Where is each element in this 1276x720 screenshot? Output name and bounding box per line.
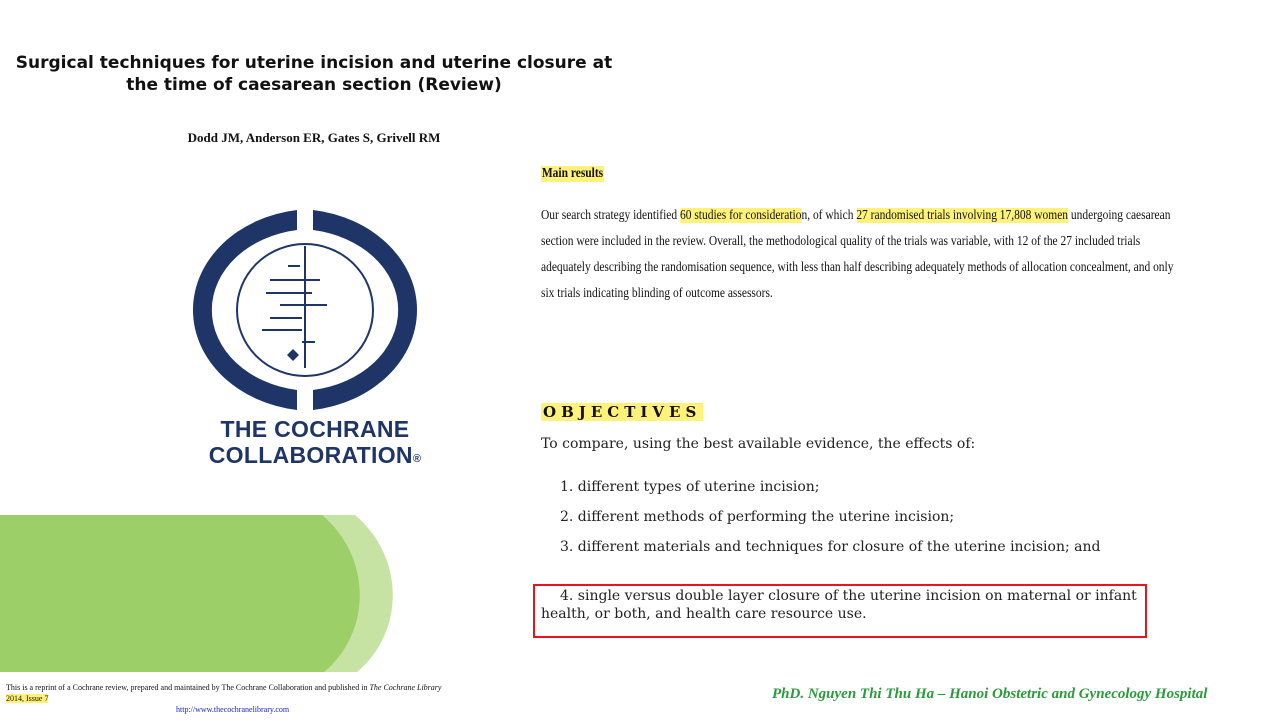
highlight-studies: 60 studies for consideratio [679, 208, 802, 223]
objective-item: 3. different materials and techniques for closure of the uterine incision; and [560, 539, 1101, 555]
decorative-green-shape [0, 512, 400, 676]
cochrane-logo-text [150, 416, 480, 468]
review-title-line2: the time of caesarean section (Review) [126, 75, 502, 95]
objectives-intro: To compare, using the best available evidence, the effects of: [541, 436, 976, 452]
highlight-trials: 27 randomised trials involving 17,808 women [856, 208, 1069, 223]
main-results-paragraph: Our search strategy identified 60 studies for consideration, of which 27 randomised trials involving 17,808 women undergoing caesarean section were included in the review. Overall, the methodological quality of the trials was variable, with 12 of the 27 included trials adequately describing the randomisation sequence, with less than half describing adequately methods of allocation concealment, and only six trials indicating blinding of outcome assessors. [541, 208, 1174, 301]
objectives-heading: OBJECTIVES [543, 403, 702, 421]
review-authors: Dodd JM, Anderson ER, Gates S, Grivell RM [187, 130, 441, 145]
objective-item: 2. different methods of performing the uterine incision; [560, 509, 955, 525]
registered-mark: ® [412, 453, 422, 465]
issue-label: 2014, Issue 7 [6, 694, 49, 703]
cochrane-library-link[interactable]: http://www.thecochranelibrary.com [176, 705, 290, 714]
main-results-heading: Main results [541, 166, 604, 181]
logo-line2: COLLABORATION® [208, 442, 422, 468]
reprint-notice: This is a reprint of a Cochrane review, prepared and maintained by The Cochrane Collaboration and published in The Cochrane Library 2014, Issue 7 [6, 683, 442, 703]
objective-item-highlighted: 4. single versus double layer closure of the uterine incision on maternal or infant health, or both, and health care resource use. [541, 588, 1137, 622]
journal-name: The Cochrane Library [369, 683, 442, 692]
logo-line1: THE COCHRANE [220, 416, 410, 442]
review-title [0, 52, 628, 96]
objective-item: 1. different types of uterine incision; [560, 479, 820, 495]
author-credit: PhD. Nguyen Thi Thu Ha – Hanoi Obstetric and Gynecology Hospital [772, 686, 1208, 702]
cochrane-logo-icon [182, 208, 428, 412]
review-title-line1: Surgical techniques for uterine incision and uterine closure at [15, 53, 613, 73]
